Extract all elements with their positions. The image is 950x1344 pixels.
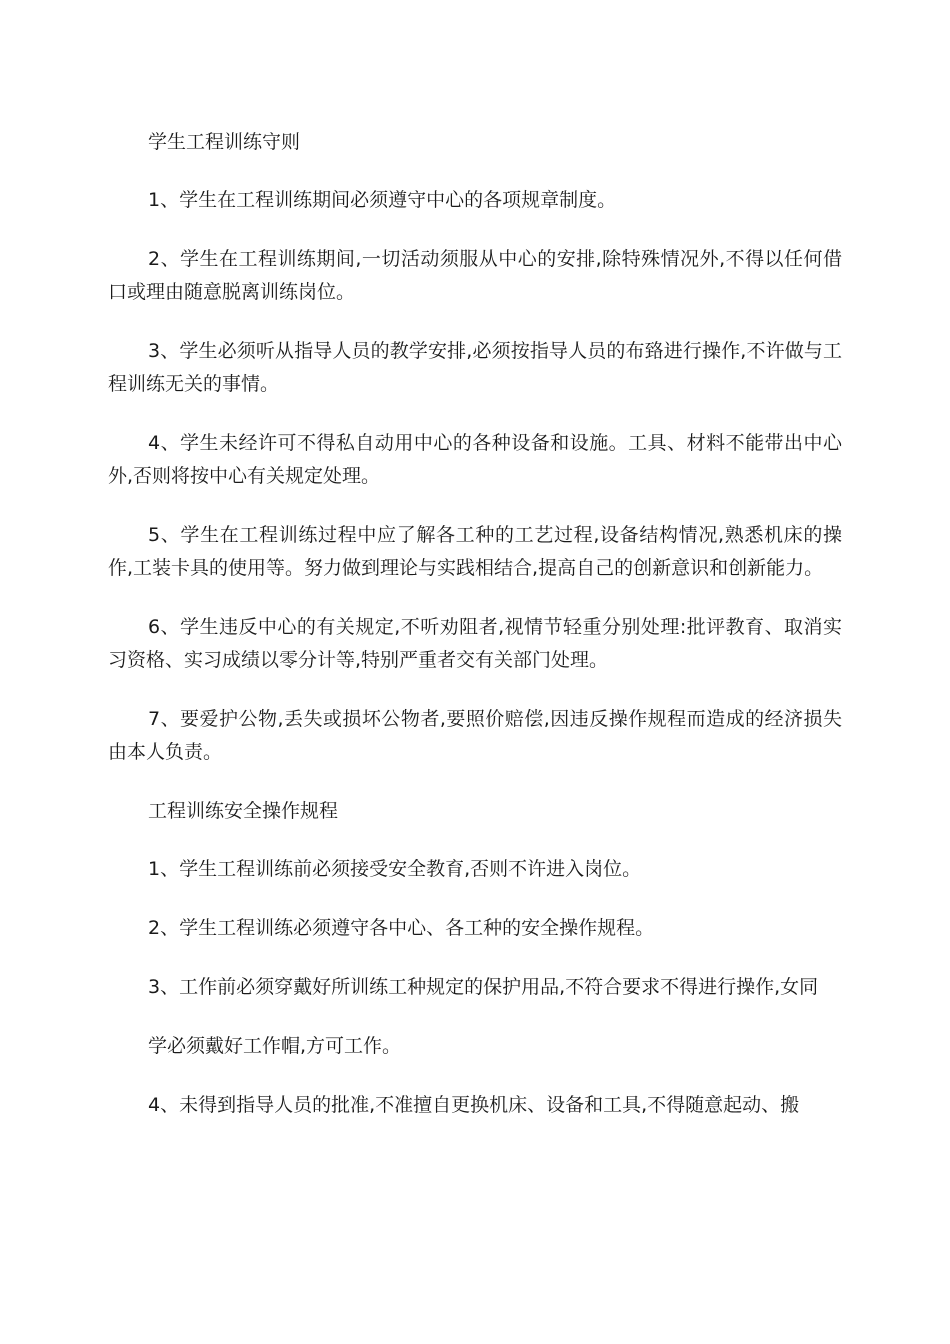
rule-item-3: 3、学生必须听从指导人员的教学安排,必须按指导人员的布臵进行操作,不许做与工程训练无关的事情。 (108, 340, 842, 395)
safety-item-3: 3、工作前必须穿戴好所训练工种规定的保护用品,不符合要求不得进行操作,女同 (148, 976, 819, 998)
safety-item-1: 1、学生工程训练前必须接受安全教育,否则不许进入岗位。 (148, 858, 642, 880)
section-title-safety-rules: 工程训练安全操作规程 (148, 800, 339, 822)
safety-item-3-continuation: 学必须戴好工作帽,方可工作。 (148, 1035, 402, 1057)
rule-item-2: 2、学生在工程训练期间,一切活动须服从中心的安排,除特殊情况外,不得以任何借口或理由随意脱离训练岗位。 (108, 248, 842, 303)
rule-item-6: 6、学生违反中心的有关规定,不听劝阻者,视情节轻重分别处理:批评教育、取消实习资格、实习成绩以零分计等,特别严重者交有关部门处理。 (108, 616, 842, 671)
section-title-student-rules: 学生工程训练守则 (148, 131, 301, 153)
rule-item-1: 1、学生在工程训练期间必须遵守中心的各项规章制度。 (148, 189, 617, 211)
document-body (108, 126, 842, 1148)
rule-item-7: 7、要爱护公物,丢失或损坏公物者,要照价赔偿,因违反操作规程而造成的经济损失由本人负责。 (108, 708, 842, 763)
rule-item-5: 5、学生在工程训练过程中应了解各工种的工艺过程,设备结构情况,熟悉机床的操作,工装卡具的使用等。努力做到理论与实践相结合,提高自己的创新意识和创新能力。 (108, 524, 842, 579)
safety-item-2: 2、学生工程训练必须遵守各中心、各工种的安全操作规程。 (148, 917, 655, 939)
safety-item-4: 4、未得到指导人员的批准,不准擅自更换机床、设备和工具,不得随意起动、搬 (148, 1094, 800, 1116)
rule-item-4: 4、学生未经许可不得私自动用中心的各种设备和设施。工具、材料不能带出中心外,否则将按中心有关规定处理。 (108, 432, 842, 487)
